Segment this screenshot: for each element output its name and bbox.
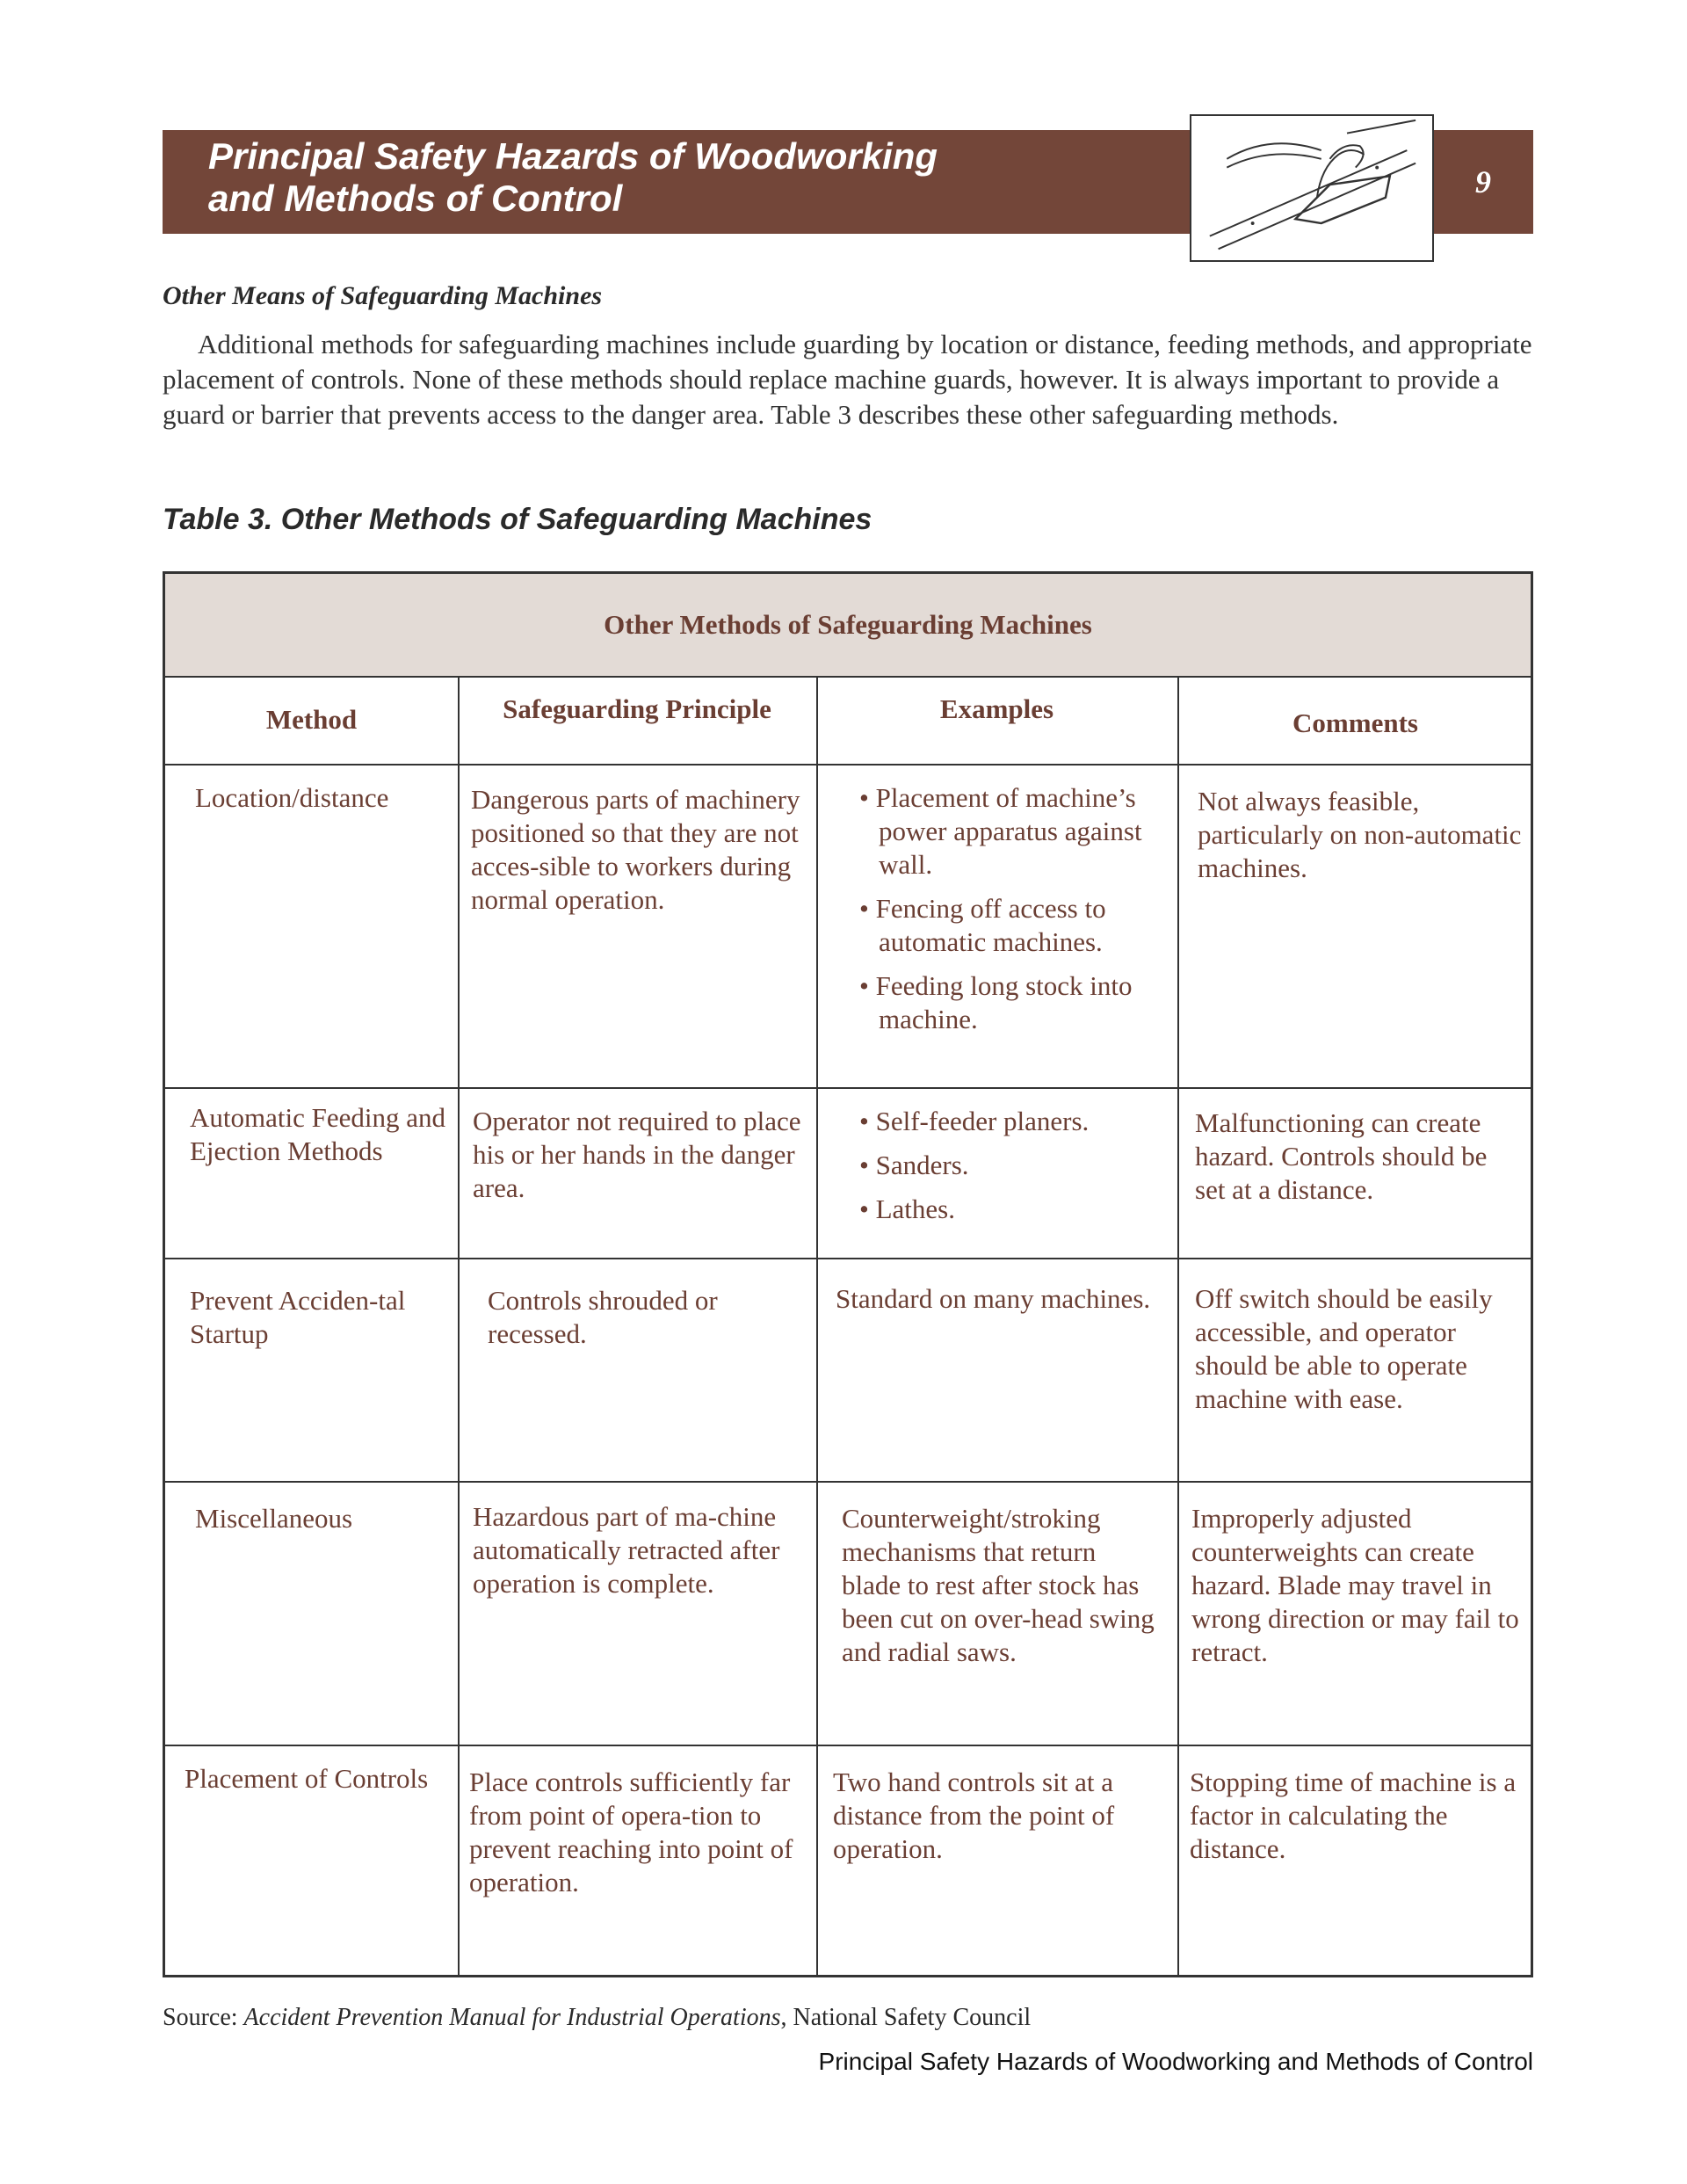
cell-principle: Controls shrouded or recessed. — [488, 1285, 718, 1349]
page-title-line-1: Principal Safety Hazards of Woodworking — [208, 135, 938, 177]
section-heading: Other Means of Safeguarding Machines — [163, 281, 603, 310]
woodworking-illustration — [1190, 114, 1434, 262]
list-item: • Sanders. — [859, 1149, 1167, 1182]
column-divider — [816, 678, 818, 1975]
row-divider — [165, 1481, 1531, 1483]
safeguarding-table — [163, 571, 1533, 1977]
cell-comments: Stopping time of machine is a factor in calculating the distance. — [1190, 1767, 1517, 1864]
cell-examples — [859, 1105, 1167, 1237]
list-item: • Self-feeder planers. — [859, 1105, 1167, 1138]
page-number: 9 — [1475, 164, 1491, 200]
list-item: • Placement of machine’s power apparatus against wall. — [859, 781, 1167, 882]
source-publisher: , National Safety Council — [780, 2004, 1032, 2031]
cell-principle: Dangerous parts of machinery positioned so that they are not acces-sible to workers during normal operation. — [471, 784, 800, 915]
cell-examples: Standard on many machines. — [836, 1283, 1151, 1314]
table-title: Other Methods of Safeguarding Machines — [165, 574, 1531, 678]
column-header-comments: Comments — [1292, 707, 1418, 738]
examples-list — [859, 1105, 1167, 1226]
table-caption: Table 3. Other Methods of Safeguarding Machines — [163, 503, 872, 536]
cell-method: Prevent Acciden-tal Startup — [190, 1285, 406, 1349]
saw-guard-drawing-icon — [1191, 116, 1432, 260]
intro-paragraph: Additional methods for safeguarding machines include guarding by location or distance, feeding methods, and appropriate placement of controls. None of these methods should replace machine guards, however. It is always important to provide a guard or barrier that prevents access to the danger area. Table 3 describes these other safeguarding methods. — [163, 329, 1532, 430]
page-title — [208, 135, 1175, 220]
source-label: Source: — [163, 2004, 238, 2031]
cell-examples — [859, 781, 1167, 1047]
column-divider — [458, 678, 460, 1975]
cell-method: Location/distance — [195, 782, 389, 813]
cell-principle: Operator not required to place his or her hands in the danger area. — [473, 1106, 801, 1203]
column-divider — [1177, 678, 1179, 1975]
row-divider — [165, 1087, 1531, 1089]
cell-comments: Improperly adjusted counterweights can create hazard. Blade may travel in wrong direction or may fail to retract. — [1191, 1503, 1519, 1667]
column-header-examples: Examples — [939, 693, 1054, 724]
column-header-principle: Safeguarding Principle — [503, 693, 771, 724]
cell-principle: Hazardous part of ma-chine automatically retracted after operation is complete. — [473, 1501, 780, 1599]
examples-list — [859, 781, 1167, 1036]
cell-comments: Malfunctioning can create hazard. Controls should be set at a distance. — [1195, 1107, 1488, 1205]
cell-examples: Two hand controls sit at a distance from the point of operation. — [833, 1767, 1115, 1864]
column-header-method: Method — [265, 704, 358, 735]
source-publication: Accident Prevention Manual for Industrial Operations — [243, 2004, 781, 2031]
cell-method: Placement of Controls — [185, 1763, 429, 1794]
page-title-line-2: and Methods of Control — [208, 178, 623, 219]
row-divider — [165, 764, 1531, 765]
cell-method: Automatic Feeding and Ejection Methods — [190, 1102, 445, 1166]
list-item: • Fencing off access to automatic machines. — [859, 892, 1167, 959]
cell-method: Miscellaneous — [195, 1503, 353, 1534]
running-footer: Principal Safety Hazards of Woodworking and Methods of Control — [818, 2048, 1533, 2075]
cell-examples: Counterweight/stroking mechanisms that return blade to rest after stock has been cut on over-head swing and radial saws. — [842, 1503, 1155, 1667]
source-citation — [163, 2004, 1031, 2032]
cell-principle: Place controls sufficiently far from point of opera-tion to prevent reaching into point of operation. — [469, 1767, 793, 1897]
list-item: • Lathes. — [859, 1193, 1167, 1226]
row-divider — [165, 1258, 1531, 1259]
cell-comments: Off switch should be easily accessible, and operator should be able to operate machine with ease. — [1195, 1283, 1493, 1414]
list-item: • Feeding long stock into machine. — [859, 969, 1167, 1036]
cell-comments: Not always feasible, particularly on non-automatic machines. — [1198, 786, 1522, 883]
row-divider — [165, 1745, 1531, 1746]
